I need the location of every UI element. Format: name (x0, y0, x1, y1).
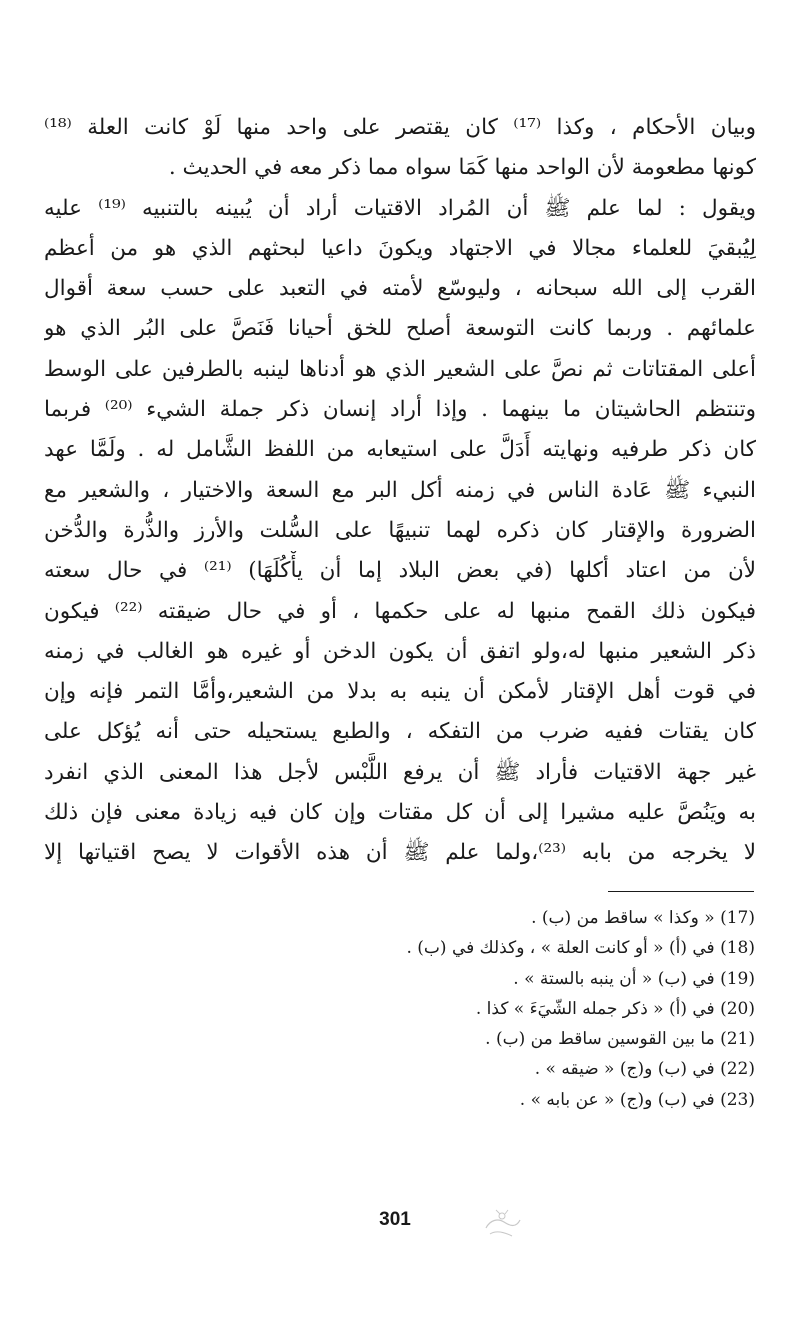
text-line-7: أعلى المقتاتات ثم نصَّ على الشعير الذي هو أدناها لينبه بالطرفين على الوسط (44, 356, 756, 382)
text-line-17: غير جهة الاقتيات فأراد ﷺ أن يرفع اللَّبْس لأجل هذا المعنى الذي انفرد (44, 759, 756, 785)
text-line-4: لِيُبقيَ للعلماء مجالا في الاجتهاد ويكونَ داعيا لبحثهم الذي هو من أعظم (44, 235, 756, 261)
text-line-5: القرب إلى الله سبحانه ، وليوسّع لأمته في التعبد على حسب سعة أقوال (44, 276, 756, 302)
footnote-separator (608, 891, 754, 892)
footnotes (150, 903, 755, 1115)
text-line-16: كان يقتات ففيه ضرب من التفكه ، والطبع يستحيله حتى أنه يُؤكل على (44, 719, 756, 745)
faint-library-stamp-icon (478, 1198, 526, 1246)
text-line-14: ذكر الشعير منبها له،ولو اتفق أن يكون الدخن أو غيره هو الغالب في زمنه (44, 638, 756, 664)
main-text (44, 108, 756, 874)
footnote-18: (18) في (أ) « أو كانت العلة » ، وكذلك في (ب) . (406, 938, 755, 959)
text-line-13: فيكون ذلك القمح منبها له على حكمها ، أو في حال ضيقته ⁽²²⁾ فيكون (44, 598, 756, 624)
text-line-18: به ويَنُصَّ عليه مشيرا إلى أن كل مقتات وإن كان فيه زيادة معنى فإن ذلك (44, 800, 756, 826)
text-line-8: وتنتظم الحاشيتان ما بينهما . وإذا أراد إنسان ذكر جملة الشيء ⁽²⁰⁾ فربما (44, 397, 756, 423)
footnote-21: (21) ما بين القوسين ساقط من (ب) . (485, 1029, 755, 1050)
text-line-12: لأن من اعتاد أكلها (في بعض البلاد إما أن يأْكُلَهَا) ⁽²¹⁾ في حال سعته (44, 558, 756, 584)
text-line-3: ويقول : لما علم ﷺ أن المُراد الاقتيات أراد أن يُبينه بالتنبيه ⁽¹⁹⁾ عليه (44, 195, 756, 221)
footnote-17: (17) « وكذا » ساقط من (ب) . (531, 908, 755, 928)
text-line-19: لا يخرجه من بابه ⁽²³⁾،ولما علم ﷺ أن هذه الأقوات لا يصح اقتياتها إلا (44, 840, 756, 866)
footnote-19: (19) في (ب) « أن ينبه بالستة » . (513, 968, 755, 989)
text-line-11: الضرورة والإقتار كان ذكره لهما تنبيهًا على السُّلت والأرز والذُّرة والدُّخن (44, 517, 756, 543)
footnote-22: (22) في (ب) و(ج) « ضيقه » . (534, 1059, 755, 1080)
text-line-6: علمائهم . وربما كانت التوسعة أصلح للخق أحيانا فَنَصَّ على البُر الذي هو (44, 316, 756, 342)
text-line-15: في قوت أهل الإقتار لأمكن أن ينبه به بدلا من الشعير،وأمَّا التمر فإنه وإن (44, 679, 756, 705)
page-number: 301 (379, 1209, 411, 1230)
text-line-1: وبيان الأحكام ، وكذا ⁽¹⁷⁾ كان يقتصر على واحد منها لَوْ كانت العلة ⁽¹⁸⁾ (44, 115, 756, 140)
footnote-20: (20) في (أ) « ذكر جمله الشّيَءَ » كذا . (475, 998, 755, 1019)
text-line-9: كان ذكر طرفيه ونهايته أَدَلَّ على استيعابه من اللفظ الشَّامل له . ولَمَّا عهد (44, 437, 756, 463)
text-line-2: كونها مطعومة لأن الواحد منها كَمَا سواه مما ذكر معه في الحديث . (168, 155, 756, 181)
footnote-23: (23) في (ب) و(ج) « عن بابه » . (519, 1089, 755, 1110)
text-line-10: النبيء ﷺ عَادة الناس في زمنه أكل البر مع السعة والاختيار ، والشعير مع (44, 477, 756, 503)
